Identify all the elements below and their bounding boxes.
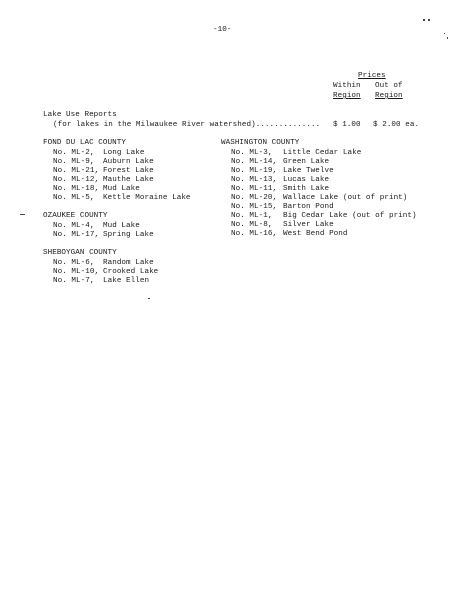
report-number: No. ML-9,	[53, 158, 95, 166]
report-number: No. ML-21,	[53, 167, 100, 175]
prices-heading: Prices	[358, 72, 386, 80]
county-heading-fond-du-lac: FOND DU LAC COUNTY	[43, 139, 126, 147]
lake-name: Little Cedar Lake	[283, 149, 362, 157]
lake-name: Forest Lake	[103, 167, 154, 175]
report-number: No. ML-17,	[53, 231, 100, 239]
lake-name: Lake Ellen	[103, 277, 150, 285]
report-number: No. ML-7,	[53, 277, 95, 285]
report-number: No. ML-19,	[231, 167, 278, 175]
lake-name: Wallace Lake (out of print)	[283, 194, 408, 202]
report-number: No. ML-1,	[231, 212, 273, 220]
lake-name: Lucas Lake	[283, 176, 330, 184]
lake-name: Kettle Moraine Lake	[103, 194, 191, 202]
scan-speck	[447, 37, 448, 39]
price-within: $ 1.00	[333, 121, 361, 129]
county-heading-sheboygan: SHEBOYGAN COUNTY	[43, 249, 117, 257]
lake-name: Spring Lake	[103, 231, 154, 239]
prices-col2-top: Out of	[375, 82, 403, 90]
scan-speck	[148, 298, 150, 299]
scan-speck	[444, 33, 445, 34]
report-number: No. ML-18,	[53, 185, 100, 193]
lake-name: Green Lake	[283, 158, 330, 166]
price-out: $ 2.00 ea.	[373, 121, 420, 129]
lake-name: Auburn Lake	[103, 158, 154, 166]
margin-tick	[20, 214, 25, 215]
report-number: No. ML-20,	[231, 194, 278, 202]
lake-name: Silver Lake	[283, 221, 334, 229]
report-number: No. ML-10,	[53, 268, 100, 276]
report-number: No. ML-11,	[231, 185, 278, 193]
lake-name: Long Lake	[103, 149, 145, 157]
prices-col1-top: Within	[333, 82, 361, 90]
page-number: -10-	[213, 26, 232, 34]
report-subtitle: (for lakes in the Milwaukee River watershed)..............	[53, 121, 321, 129]
report-number: No. ML-5,	[53, 194, 95, 202]
lake-name: Mud Lake	[103, 222, 140, 230]
report-number: No. ML-13,	[231, 176, 278, 184]
report-number: No. ML-16,	[231, 230, 278, 238]
lake-name: Barton Pond	[283, 203, 334, 211]
prices-col1-bottom: Region	[333, 92, 361, 100]
report-number: No. ML-3,	[231, 149, 273, 157]
scan-speck	[428, 19, 430, 21]
report-number: No. ML-8,	[231, 221, 273, 229]
report-number: No. ML-15,	[231, 203, 278, 211]
report-number: No. ML-12,	[53, 176, 100, 184]
report-number: No. ML-6,	[53, 259, 95, 267]
lake-name: Lake Twelve	[283, 167, 334, 175]
report-number: No. ML-4,	[53, 222, 95, 230]
lake-name: Random Lake	[103, 259, 154, 267]
lake-name: West Bend Pond	[283, 230, 348, 238]
lake-name: Crooked Lake	[103, 268, 159, 276]
report-number: No. ML-2,	[53, 149, 95, 157]
lake-name: Smith Lake	[283, 185, 330, 193]
scan-speck	[423, 19, 425, 21]
prices-col2-bottom: Region	[375, 92, 403, 100]
report-title: Lake Use Reports	[43, 111, 117, 119]
lake-name: Mauthe Lake	[103, 176, 154, 184]
county-heading-washington: WASHINGTON COUNTY	[221, 139, 300, 147]
lake-name: Mud Lake	[103, 185, 140, 193]
report-number: No. ML-14,	[231, 158, 278, 166]
lake-name: Big Cedar Lake (out of print)	[283, 212, 417, 220]
county-heading-ozaukee: OZAUKEE COUNTY	[43, 212, 108, 220]
